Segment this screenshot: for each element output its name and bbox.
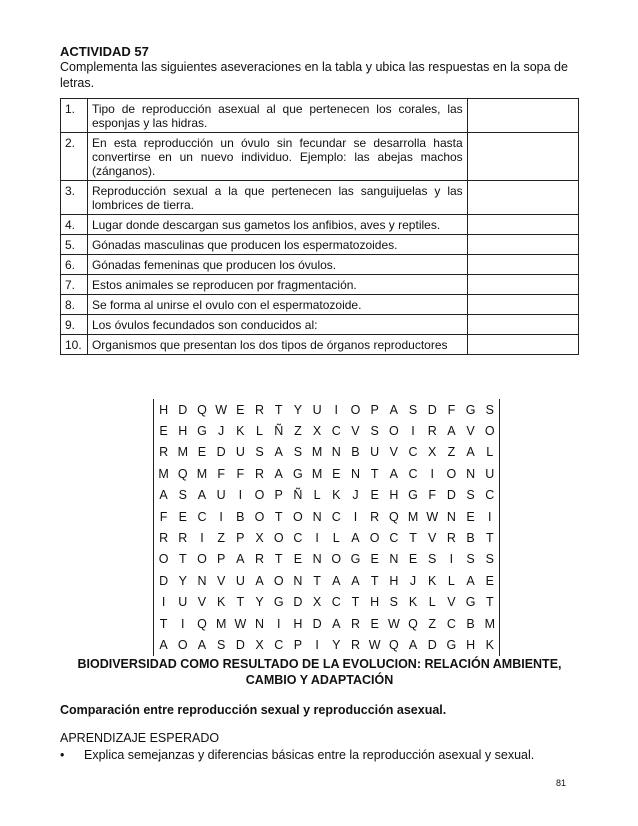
- word-search-letter[interactable]: F: [447, 402, 456, 417]
- aprendizaje-bullet: [60, 748, 534, 762]
- word-search-letter[interactable]: D: [235, 637, 245, 652]
- word-search-letter[interactable]: R: [255, 466, 265, 481]
- answer-cell[interactable]: [467, 235, 578, 255]
- question-number: 2.: [61, 133, 88, 181]
- word-search-letter[interactable]: S: [389, 595, 399, 610]
- word-search-letter[interactable]: H: [293, 616, 303, 631]
- word-search-letter[interactable]: V: [197, 595, 207, 610]
- word-search-letter[interactable]: R: [427, 424, 437, 439]
- bullet-text: Explica semejanzas y diferencias básicas entre la reproducción asexual y sexual.: [84, 748, 535, 762]
- word-search-letter[interactable]: A: [332, 616, 341, 631]
- word-search-letter[interactable]: M: [196, 466, 208, 481]
- word-search-letter[interactable]: R: [178, 531, 188, 546]
- word-search-letter[interactable]: P: [274, 488, 283, 503]
- word-search-letter[interactable]: E: [370, 616, 379, 631]
- word-search-letter[interactable]: N: [293, 573, 303, 588]
- word-search-letter[interactable]: C: [331, 424, 341, 439]
- word-search-letter[interactable]: W: [368, 637, 381, 652]
- question-text: Estos animales se reproducen por fragmentación.: [87, 275, 467, 295]
- question-number: 3.: [61, 181, 88, 215]
- word-search-letter[interactable]: N: [331, 445, 341, 460]
- word-search-letter[interactable]: U: [178, 595, 188, 610]
- word-search-letter[interactable]: I: [315, 637, 319, 652]
- word-search-letter[interactable]: L: [256, 424, 263, 439]
- word-search-letter[interactable]: F: [159, 509, 168, 524]
- word-search-letter[interactable]: E: [159, 424, 168, 439]
- word-search-letter[interactable]: T: [274, 552, 283, 567]
- word-search-letter[interactable]: H: [178, 424, 188, 439]
- word-search-letter[interactable]: O: [254, 509, 265, 524]
- word-search-letter[interactable]: P: [293, 637, 303, 652]
- word-search-letter[interactable]: K: [485, 637, 494, 652]
- word-search-letter[interactable]: W: [426, 509, 439, 524]
- word-search-letter[interactable]: L: [486, 445, 494, 460]
- word-search-letter[interactable]: I: [161, 595, 166, 610]
- word-search-letter[interactable]: A: [274, 445, 283, 460]
- word-search-letter[interactable]: P: [236, 531, 245, 546]
- word-search-letter[interactable]: A: [197, 488, 207, 503]
- word-search-letter[interactable]: O: [158, 552, 169, 567]
- word-search-letter[interactable]: V: [389, 445, 399, 460]
- word-search-letter[interactable]: E: [197, 445, 207, 460]
- word-search-letter[interactable]: S: [466, 552, 475, 567]
- word-search-letter[interactable]: I: [411, 424, 415, 439]
- question-row: [61, 215, 579, 235]
- word-search-letter[interactable]: Ñ: [274, 424, 284, 439]
- word-search-letter[interactable]: A: [236, 552, 245, 567]
- question-row: [61, 295, 579, 315]
- word-search-letter[interactable]: A: [466, 573, 475, 588]
- word-search-letter[interactable]: K: [216, 595, 226, 610]
- word-search-letter[interactable]: Q: [408, 616, 418, 631]
- word-search-letter[interactable]: R: [350, 616, 360, 631]
- word-search-letter[interactable]: C: [331, 509, 341, 524]
- aprendizaje-label: APRENDIZAJE ESPERADO: [60, 731, 220, 745]
- word-search-letter[interactable]: G: [446, 637, 457, 652]
- word-search-letter[interactable]: M: [177, 445, 188, 460]
- word-search-letter[interactable]: D: [159, 573, 169, 588]
- word-search-letter[interactable]: Z: [217, 531, 225, 546]
- word-search-letter[interactable]: D: [293, 595, 303, 610]
- word-search-letter[interactable]: E: [293, 552, 303, 567]
- word-search-letter[interactable]: Q: [197, 402, 207, 417]
- word-search-letter[interactable]: E: [178, 509, 187, 524]
- word-search-letter[interactable]: Q: [388, 509, 399, 524]
- word-search-letter[interactable]: N: [312, 552, 322, 567]
- section-subtitle: Comparación entre reproducción sexual y reproducción asexual.: [60, 703, 447, 717]
- word-search-letter[interactable]: X: [255, 531, 264, 546]
- word-search-letter[interactable]: B: [351, 445, 360, 460]
- word-search-letter[interactable]: H: [389, 573, 399, 588]
- word-search-letter[interactable]: O: [446, 466, 457, 481]
- word-search-letter[interactable]: G: [350, 552, 361, 567]
- word-search-letter[interactable]: D: [216, 445, 226, 460]
- question-text: Gónadas femeninas que producen los óvulos.: [87, 255, 467, 275]
- word-search-letter[interactable]: H: [389, 488, 399, 503]
- word-search-letter[interactable]: B: [236, 509, 245, 524]
- word-search-letter[interactable]: O: [350, 402, 361, 417]
- question-number: 7.: [61, 275, 88, 295]
- word-search-letter[interactable]: S: [178, 488, 187, 503]
- word-search-letter[interactable]: O: [273, 531, 284, 546]
- answer-cell[interactable]: [467, 215, 578, 235]
- question-number: 8.: [61, 295, 88, 315]
- word-search-letter[interactable]: U: [216, 488, 226, 503]
- word-search-letter[interactable]: A: [389, 466, 399, 481]
- word-search-letter[interactable]: O: [293, 509, 303, 524]
- word-search-letter[interactable]: S: [485, 402, 494, 417]
- answer-cell[interactable]: [467, 99, 578, 133]
- word-search-letter[interactable]: M: [484, 616, 495, 631]
- word-search-letter[interactable]: B: [466, 531, 475, 546]
- word-search-letter[interactable]: O: [177, 637, 188, 652]
- word-search-letter[interactable]: O: [254, 488, 265, 503]
- word-search-letter[interactable]: U: [235, 445, 245, 460]
- word-search-letter[interactable]: C: [331, 595, 341, 610]
- question-number: 5.: [61, 235, 88, 255]
- word-search-letter[interactable]: T: [370, 573, 379, 588]
- word-search-letter[interactable]: T: [274, 402, 283, 417]
- question-text: Gónadas masculinas que producen los espermatozoides.: [87, 235, 467, 255]
- word-search-letter[interactable]: A: [389, 402, 399, 417]
- word-search-letter[interactable]: F: [236, 466, 245, 481]
- word-search-letter[interactable]: E: [485, 573, 494, 588]
- word-search-letter[interactable]: S: [255, 445, 264, 460]
- word-search-letter[interactable]: P: [216, 552, 226, 567]
- word-search-letter[interactable]: O: [273, 573, 284, 588]
- question-row: [61, 315, 579, 335]
- word-search-letter[interactable]: C: [408, 466, 418, 481]
- word-search-letter[interactable]: K: [236, 424, 245, 439]
- word-search-letter[interactable]: T: [274, 509, 283, 524]
- word-search-letter[interactable]: T: [159, 616, 168, 631]
- question-row: [61, 275, 579, 295]
- question-number: 4.: [61, 215, 88, 235]
- word-search-letter[interactable]: C: [408, 445, 418, 460]
- question-row: [61, 235, 579, 255]
- answer-cell[interactable]: [467, 255, 578, 275]
- word-search-letter[interactable]: Z: [428, 616, 437, 631]
- word-search-letter[interactable]: T: [178, 552, 187, 567]
- word-search-letter[interactable]: N: [446, 509, 456, 524]
- page-number: 81: [556, 778, 567, 788]
- word-search-letter[interactable]: N: [350, 466, 360, 481]
- word-search-letter[interactable]: S: [293, 445, 303, 460]
- word-search-letter[interactable]: H: [370, 595, 380, 610]
- word-search-letter[interactable]: M: [311, 445, 323, 460]
- questions-table: [60, 98, 579, 355]
- word-search-letter[interactable]: E: [236, 402, 245, 417]
- word-search-letter[interactable]: I: [315, 531, 319, 546]
- word-search-letter[interactable]: G: [273, 595, 284, 610]
- activity-title: ACTIVIDAD 57: [60, 44, 149, 59]
- word-search-letter[interactable]: G: [293, 466, 303, 481]
- section-title: BIODIVERSIDAD COMO RESULTADO DE LA EVOLUCION: RELACIÓN AMBIENTE, CAMBIO Y ADAPTACIÓN: [77, 657, 562, 687]
- word-search-letter[interactable]: T: [485, 595, 494, 610]
- question-row: [61, 335, 579, 355]
- word-search-letter[interactable]: S: [408, 402, 418, 417]
- word-search-letter[interactable]: L: [313, 488, 321, 503]
- word-search-letter[interactable]: I: [276, 616, 281, 631]
- word-search-letter[interactable]: S: [370, 424, 379, 439]
- word-search-letter[interactable]: X: [255, 637, 264, 652]
- question-text: Lugar donde descargan sus gametos los anfibios, aves y reptiles.: [87, 215, 467, 235]
- word-search-letter[interactable]: L: [332, 531, 340, 546]
- word-search-letter[interactable]: J: [218, 424, 225, 439]
- word-search-letter[interactable]: G: [197, 424, 207, 439]
- word-search-letter[interactable]: P: [370, 402, 379, 417]
- word-search-letter[interactable]: O: [331, 552, 342, 567]
- word-search-letter[interactable]: T: [485, 531, 494, 546]
- word-search-letter[interactable]: K: [332, 488, 341, 503]
- word-search-letter[interactable]: F: [217, 466, 225, 481]
- bullet-icon: •: [60, 748, 65, 762]
- word-search-letter[interactable]: J: [352, 488, 359, 503]
- question-text: Organismos que presentan los dos tipos de órganos reproductores: [87, 335, 467, 355]
- word-search-letter[interactable]: Q: [388, 637, 399, 652]
- word-search-letter[interactable]: S: [485, 552, 494, 567]
- answer-cell[interactable]: [467, 275, 578, 295]
- word-search-letter[interactable]: C: [274, 637, 284, 652]
- word-search-letter[interactable]: K: [408, 595, 418, 610]
- word-search-letter[interactable]: W: [215, 402, 228, 417]
- word-search-letter[interactable]: D: [446, 488, 456, 503]
- word-search-letter[interactable]: V: [466, 424, 475, 439]
- word-search-letter[interactable]: Q: [177, 466, 188, 481]
- word-search-letter[interactable]: R: [159, 531, 169, 546]
- word-search-letter[interactable]: G: [408, 488, 418, 503]
- word-search-letter[interactable]: Y: [178, 573, 187, 588]
- word-search-letter[interactable]: N: [312, 509, 322, 524]
- word-search-letter[interactable]: X: [428, 445, 437, 460]
- word-search-letter[interactable]: T: [409, 531, 417, 546]
- word-search-letter[interactable]: Y: [293, 402, 303, 417]
- word-search-letter[interactable]: A: [447, 424, 456, 439]
- word-search-letter[interactable]: D: [427, 402, 437, 417]
- word-search-letter[interactable]: A: [332, 573, 341, 588]
- word-search-letter[interactable]: I: [488, 509, 492, 524]
- word-search-letter[interactable]: A: [274, 466, 283, 481]
- word-search-letter[interactable]: C: [197, 509, 207, 524]
- word-search-letter[interactable]: T: [313, 573, 321, 588]
- word-search-letter[interactable]: B: [466, 616, 475, 631]
- word-search-letter[interactable]: O: [369, 531, 380, 546]
- word-search-letter[interactable]: C: [485, 488, 495, 503]
- word-search-letter[interactable]: Ñ: [293, 488, 303, 503]
- word-search-letter[interactable]: O: [484, 424, 495, 439]
- word-search-letter[interactable]: T: [351, 595, 360, 610]
- word-search-letter[interactable]: X: [312, 424, 322, 439]
- word-search-letter[interactable]: D: [312, 616, 322, 631]
- word-search-letter[interactable]: U: [370, 445, 380, 460]
- word-search-letter[interactable]: R: [446, 531, 456, 546]
- word-search-letter[interactable]: H: [159, 402, 169, 417]
- word-search-letter[interactable]: E: [370, 488, 379, 503]
- word-search-letter[interactable]: V: [447, 595, 456, 610]
- word-search-letter[interactable]: H: [466, 637, 476, 652]
- word-search-letter[interactable]: O: [197, 552, 207, 567]
- word-search-letter[interactable]: V: [216, 573, 226, 588]
- word-search-letter[interactable]: C: [389, 531, 399, 546]
- word-search-letter[interactable]: N: [197, 573, 207, 588]
- word-search-letter[interactable]: X: [312, 595, 322, 610]
- word-search-letter[interactable]: L: [428, 595, 436, 610]
- word-search-letter[interactable]: C: [446, 616, 456, 631]
- word-search-letter[interactable]: K: [428, 573, 437, 588]
- word-search-letter[interactable]: I: [219, 509, 223, 524]
- word-search-grid: [153, 399, 500, 656]
- word-search-letter[interactable]: D: [178, 402, 188, 417]
- word-search-letter[interactable]: S: [428, 552, 437, 567]
- word-search-letter[interactable]: O: [388, 424, 399, 439]
- word-search-letter[interactable]: I: [449, 552, 454, 567]
- word-search-letter[interactable]: I: [181, 616, 185, 631]
- question-text: En esta reproducción un óvulo sin fecundar se desarrolla hasta convertirse en un nuevo individuo. Ejemplo: las abejas machos (zánganos).: [87, 133, 467, 181]
- word-search-letter[interactable]: Y: [332, 637, 341, 652]
- word-search-letter[interactable]: G: [465, 595, 476, 610]
- answer-cell[interactable]: [467, 133, 578, 181]
- word-search-letter[interactable]: I: [430, 466, 434, 481]
- word-search-letter[interactable]: T: [236, 595, 245, 610]
- word-search-letter[interactable]: E: [466, 509, 475, 524]
- word-search-letter[interactable]: E: [332, 466, 341, 481]
- word-search-letter[interactable]: L: [447, 573, 455, 588]
- question-text: Tipo de reproducción asexual al que pertenecen los corales, las esponjas y las hidras.: [87, 99, 467, 133]
- word-search-letter[interactable]: A: [159, 488, 168, 503]
- word-search-letter[interactable]: A: [408, 637, 418, 652]
- word-search-letter[interactable]: S: [216, 637, 226, 652]
- word-search-letter[interactable]: N: [389, 552, 399, 567]
- question-number: 6.: [61, 255, 88, 275]
- word-search-letter[interactable]: F: [428, 488, 437, 503]
- word-search-letter[interactable]: A: [197, 637, 207, 652]
- word-search-letter[interactable]: E: [370, 552, 379, 567]
- word-search-letter[interactable]: M: [215, 616, 227, 631]
- word-search-letter[interactable]: R: [159, 445, 169, 460]
- word-search-letter[interactable]: T: [370, 466, 379, 481]
- question-row: [61, 133, 579, 181]
- word-search-letter[interactable]: R: [255, 402, 265, 417]
- word-search-letter[interactable]: A: [351, 531, 360, 546]
- word-search-letter[interactable]: Z: [447, 445, 456, 460]
- word-search-letter[interactable]: J: [409, 573, 417, 588]
- answer-cell[interactable]: [467, 295, 578, 315]
- word-search-letter[interactable]: A: [351, 573, 360, 588]
- word-search-letter[interactable]: A: [466, 445, 475, 460]
- word-search-letter[interactable]: M: [311, 466, 323, 481]
- question-number: 1.: [61, 99, 88, 133]
- word-search-letter[interactable]: U: [235, 573, 245, 588]
- answer-cell[interactable]: [467, 335, 578, 355]
- word-search-letter[interactable]: M: [158, 466, 169, 481]
- question-row: [61, 255, 579, 275]
- word-search-letter[interactable]: Y: [255, 595, 264, 610]
- question-number: 10.: [61, 335, 88, 355]
- word-search-letter[interactable]: R: [370, 509, 380, 524]
- word-search-letter[interactable]: W: [234, 616, 247, 631]
- word-search-letter[interactable]: Q: [197, 616, 207, 631]
- word-search-letter[interactable]: U: [485, 466, 495, 481]
- question-text: Se forma al unirse el ovulo con el espermatozoide.: [87, 295, 467, 315]
- word-search-letter[interactable]: R: [255, 552, 265, 567]
- word-search-letter[interactable]: U: [312, 402, 322, 417]
- word-search-letter[interactable]: D: [427, 637, 437, 652]
- word-search-letter[interactable]: M: [407, 509, 419, 524]
- answer-cell[interactable]: [467, 181, 578, 215]
- word-search-letter[interactable]: I: [238, 488, 243, 503]
- word-search-letter[interactable]: I: [200, 531, 204, 546]
- word-search-letter[interactable]: V: [428, 531, 437, 546]
- word-search-letter[interactable]: N: [466, 466, 476, 481]
- activity-instructions: Complementa las siguientes aseveraciones en la tabla y ubica las respuestas en la sopa de letras.: [60, 60, 568, 90]
- word-search-letter[interactable]: A: [255, 573, 264, 588]
- word-search-letter[interactable]: S: [466, 488, 475, 503]
- word-search-letter[interactable]: N: [255, 616, 265, 631]
- word-search-letter[interactable]: I: [353, 509, 358, 524]
- word-search-letter[interactable]: V: [351, 424, 360, 439]
- question-number: 9.: [61, 315, 88, 335]
- word-search-letter[interactable]: W: [387, 616, 400, 631]
- word-search-letter[interactable]: Z: [294, 424, 302, 439]
- question-row: [61, 99, 579, 133]
- word-search-letter[interactable]: C: [293, 531, 303, 546]
- word-search-letter[interactable]: I: [334, 402, 339, 417]
- word-search-letter[interactable]: R: [350, 637, 360, 652]
- word-search-letter[interactable]: G: [465, 402, 476, 417]
- question-text: Reproducción sexual a la que pertenecen las sanguijuelas y las lombrices de tierra.: [87, 181, 467, 215]
- question-row: [61, 181, 579, 215]
- word-search-letter[interactable]: A: [159, 637, 168, 652]
- word-search-letter[interactable]: E: [408, 552, 418, 567]
- answer-cell[interactable]: [467, 315, 578, 335]
- question-text: Los óvulos fecundados son conducidos al:: [87, 315, 467, 335]
